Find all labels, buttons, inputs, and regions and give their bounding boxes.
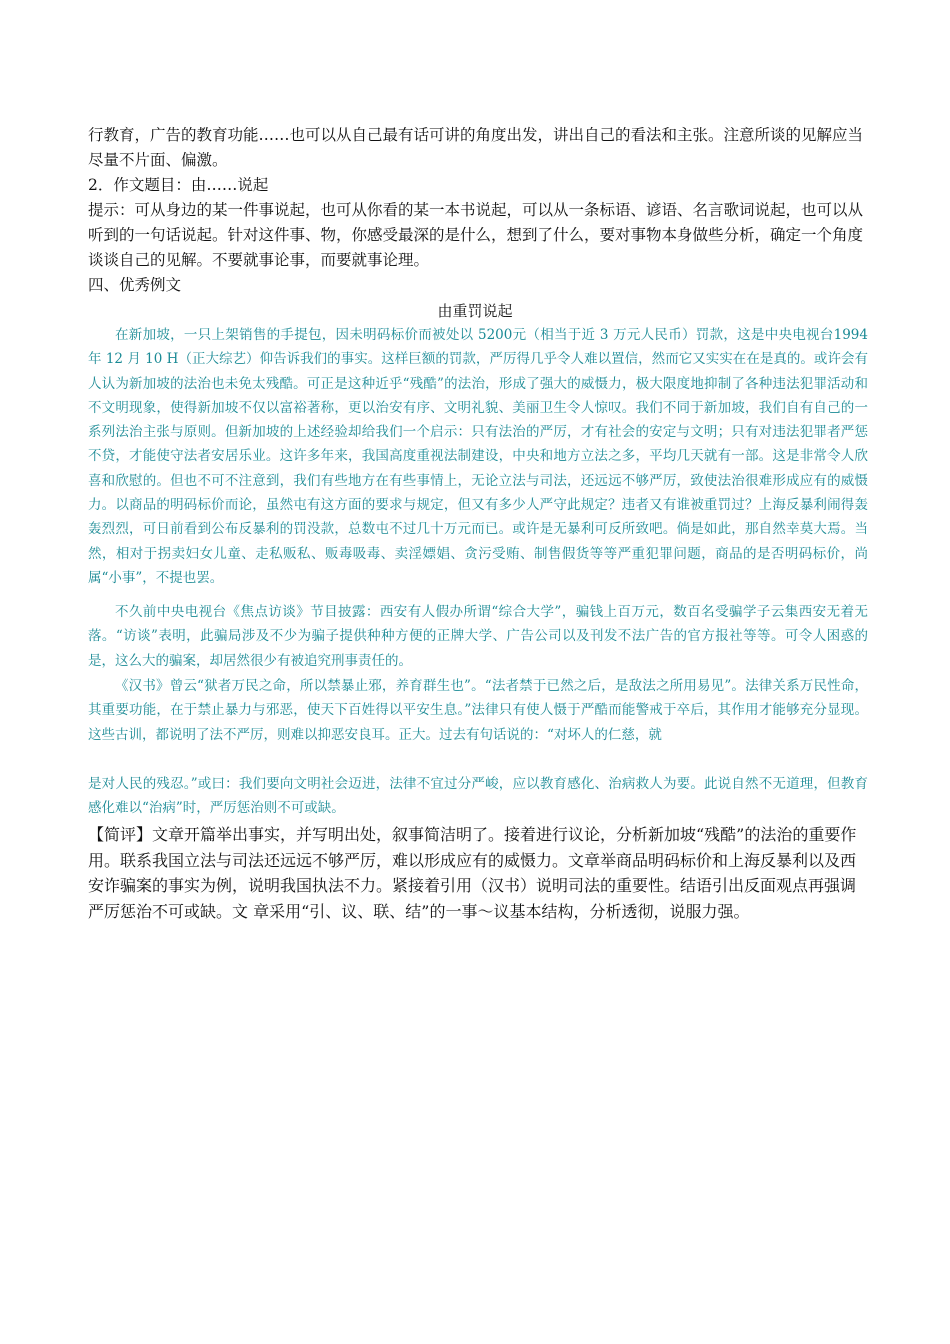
essay-paragraph-1: 在新加坡，一只上架销售的手提包，因未明码标价而被处以 5200元（相当于近 3 万元人民币）罚款，这是中央电视台1994 年 12 月 10 H（正大综艺）仰告诉我们的事实。这样巨额的罚款，严厉得几乎令人难以置信，然而它又实实在在是真的。或许会有人认为新加坡的法治也未免太残酷。可正是这种近乎“残酷”的法治，形成了强大的威慑力，极大限度地抑制了各种违法犯罪活动和不文明现象，使得新加坡不仅以富裕著称，更以治安有序、文明礼貌、美丽卫生令人惊叹。我们不同于新加坡，我们自有自己的一系列法治主张与原则。但新加坡的上述经验却给我们一个启示：只有法治的严厉，才有社会的安定与文明；只有对违法犯罪者严惩不贷，才能使守法者安居乐业。这许多年来，我国高度重视法制建设，中央和地方立法之多，平均几天就有一部。这是非常令人欣喜和欣慰的。但也不可不注意到，我们有些地方在有些事情上，无论立法与司法，还远远不够严厉，致使法治很难形成应有的威慑力。以商品的明码标价而论，虽然屯有这方面的要求与规定，但又有多少人严守此规定？违者又有谁被重罚过？上海反暴利闹得轰轰烈烈，可日前看到公布反暴利的罚没款，总数屯不过几十万元而已。或许是无暴利可反所致吧。倘是如此，那自然幸莫大焉。当然，相对于拐卖妇女儿童、走私贩私、贩毒吸毒、卖淫嫖娼、贪污受贿、制售假货等等严重犯罪问题，商品的是否明码标价，尚属“小事”，不提也罢。 <box>88 327 868 586</box>
hint-paragraph: 提示：可从身边的某一件事说起，也可从你看的某一本书说起，可以从一条标语、谚语、名言歌词说起，也可以从听到的一句话说起。针对这件事、物，你感受最深的是什么，想到了什么，要对事物本身做些分析，确定一个角度谈谈自己的见解。不要就事论事，而要就事论理。 <box>88 201 864 269</box>
topic-heading: 2．作文题目：由……说起 <box>88 176 269 194</box>
brief-comment: 【简评】文章开篇举出事实，并写明出处，叙事简洁明了。接着进行议论，分析新加坡“残酷”的法治的重要作用。联系我国立法与司法还远远不够严厉，难以形成应有的威慑力。文章举商品明码标价和上海反暴利以及西安诈骗案的事实为例，说明我国执法不力。紧接着引用（汉书）说明司法的重要性。结语引出反面观点再强调严厉惩治不可或缺。文 章采用“引、议、联、结”的一事～议基本结构，分析透彻，说服力强。 <box>88 825 857 921</box>
intro-paragraph: 行教育，广告的教育功能……也可以从自己最有话可讲的角度出发，讲出自己的看法和主张。注意所谈的见解应当尽量不片面、偏激。 <box>88 126 864 169</box>
essay-paragraph-3: 《汉书》曾云“狱者万民之命，所以禁暴止邪，养育群生也”。“法者禁于已然之后，是敌法之所用易见”。法律关系万民性命，其重要功能，在于禁止暴力与邪恶，使天下百姓得以平安生息。”法律只有使人慑于严酷而能警戒于卒后，其作用才能够充分显现。这些古训，都说明了法不严厉，则难以抑恶安良耳。正大。过去有句话说的：“对坏人的仁慈，就 <box>88 678 868 743</box>
section-heading: 四、优秀例文 <box>88 276 182 294</box>
essay-title: 由重罚说起 <box>437 302 513 320</box>
essay-paragraph-4: 是对人民的残忍。”或曰：我们要向文明社会迈进，法律不宜过分严峻，应以教育感化、治病救人为要。此说自然不无道理，但教育感化难以“治病”时，严厉惩治则不可或缺。 <box>88 776 868 817</box>
essay-paragraph-2: 不久前中央电视台《焦点访谈》节目披露：西安有人假办所谓“综合大学”，骗钱上百万元，数百名受骗学子云集西安无着无落。“访谈”表明，此骗局涉及不少为骗子提供种种方便的正牌大学、广告公司以及刊发不法广告的官方报社等等。可令人困惑的是，这么大的骗案，却居然很少有被追究刑事责任的。 <box>88 604 868 669</box>
